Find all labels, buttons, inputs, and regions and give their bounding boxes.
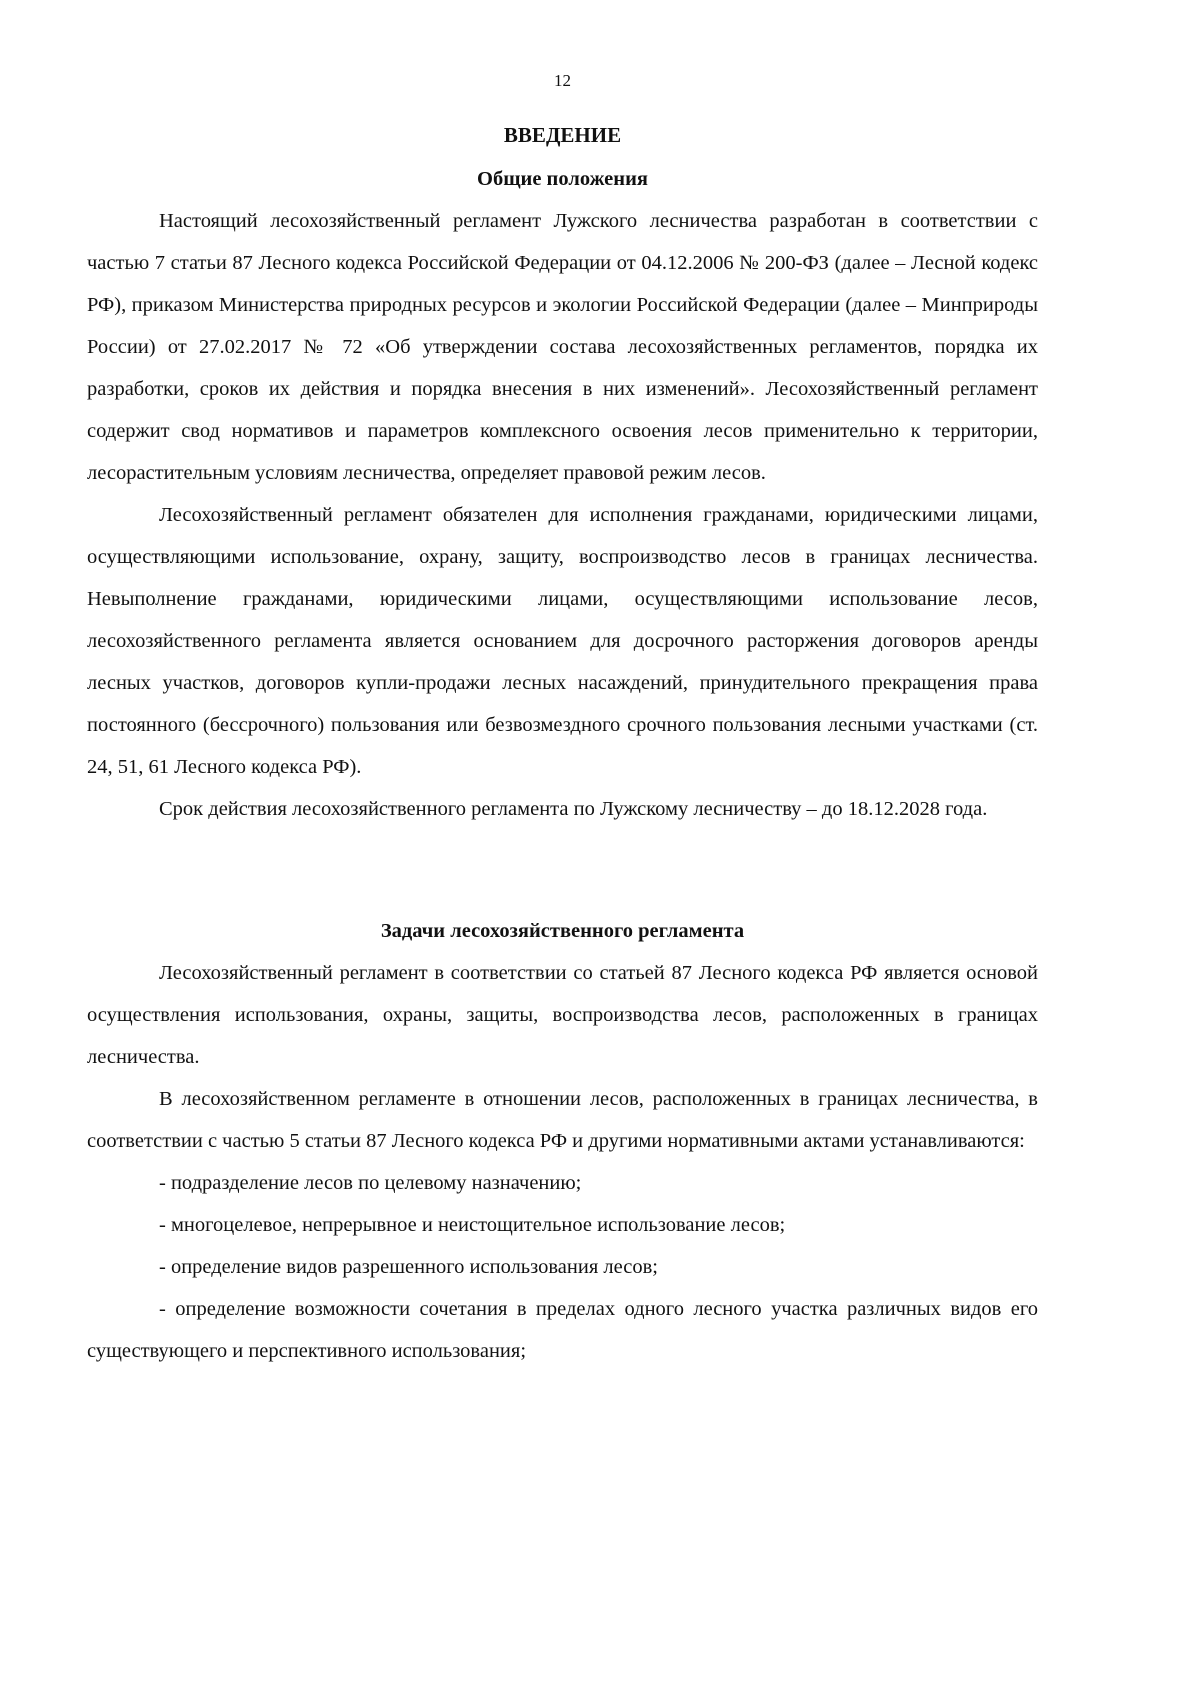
section-heading-regulation-tasks: Задачи лесохозяйственного регламента: [380, 920, 745, 942]
section-heading-general-provisions: Общие положения: [477, 168, 648, 190]
list-item: - многоцелевое, непрерывное и неистощительное использование лесов;: [159, 1214, 786, 1236]
list-item: - определение видов разрешенного использования лесов;: [159, 1256, 658, 1278]
paragraph: Настоящий лесохозяйственный регламент Лужского лесничества разработан в соответствии с частью 7 статьи 87 Лесного кодекса Российской Федерации от 04.12.2006 № 200-ФЗ (далее – Лесной кодекс РФ), приказом Министерства природных ресурсов и экологии Российской Федерации (далее – Минприроды России) от 27.02.2017 № 72 «Об утверждении состава лесохозяйственных регламентов, порядка их разработки, сроков их действия и порядка внесения в них изменений». Лесохозяйственный регламент содержит свод нормативов и параметров комплексного освоения лесов применительно к территории, лесорастительным условиям лесничества, определяет правовой режим лесов.: [87, 210, 1038, 484]
paragraph: Лесохозяйственный регламент в соответствии со статьей 87 Лесного кодекса РФ является основой осуществления использования, охраны, защиты, воспроизводства лесов, расположенных в границах лесничества.: [87, 962, 1038, 1068]
list-item: - подразделение лесов по целевому назначению;: [159, 1172, 582, 1194]
paragraph: Лесохозяйственный регламент обязателен для исполнения гражданами, юридическими лицами, осуществляющими использование, охрану, защиту, воспроизводство лесов в границах лесничества. Невыполнение гражданами, юридическими лицами, осуществляющими использование лесов, лесохозяйственного регламента является основанием для досрочного расторжения договоров аренды лесных участков, договоров купли-продажи лесных насаждений, принудительного прекращения права постоянного (бессрочного) пользования или безвозмездного срочного пользования лесными участками (ст. 24, 51, 61 Лесного кодекса РФ).: [87, 504, 1038, 778]
paragraph: В лесохозяйственном регламенте в отношении лесов, расположенных в границах лесничества, в соответствии с частью 5 статьи 87 Лесного кодекса РФ и другими нормативными актами устанавливаются:: [87, 1088, 1038, 1152]
page-content: [87, 114, 1038, 1372]
section-spacer: [87, 830, 1038, 910]
main-heading: ВВЕДЕНИЕ: [503, 123, 622, 147]
paragraph: Срок действия лесохозяйственного регламента по Лужскому лесничеству – до 18.12.2028 года.: [159, 798, 988, 820]
page-number: 12: [554, 71, 571, 90]
list-item: - определение возможности сочетания в пределах одного лесного участка различных видов его существующего и перспективного использования;: [87, 1298, 1038, 1362]
